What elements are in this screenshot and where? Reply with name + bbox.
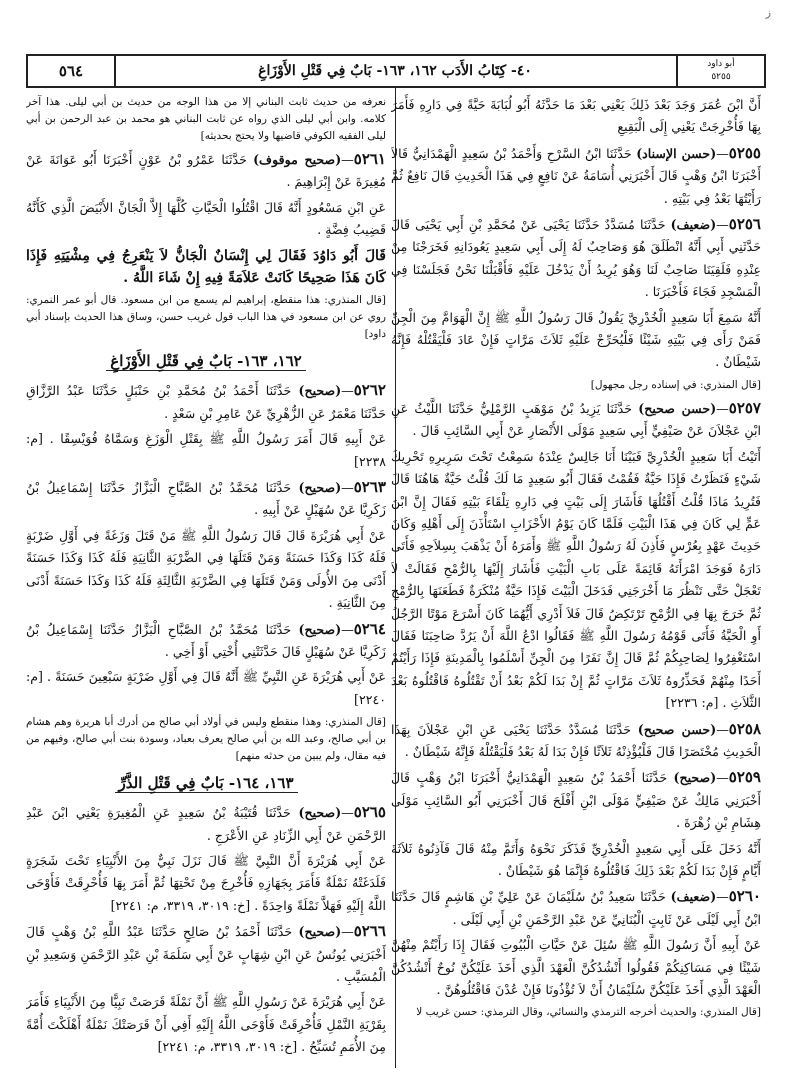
hadith-number: ٥٢٦٤ xyxy=(353,619,386,638)
hadith-grade: (صحيح) xyxy=(298,924,342,940)
commentary-note: [قال المنذري: وهذا منقطع وليس في أولاد أبي صالح من أدرك أبا هريرة وهم هشام بن أبي صالح، وعبد الله بن أبي صالح يعرف بعباد، وسودة بنت أبي صالح، وفيهم من فيه مقال، ولم يبين من حدثه منهم] xyxy=(26,716,386,763)
hadith-number: ٥٢٥٨ xyxy=(728,719,761,738)
hadith-number: ٥٢٥٦ xyxy=(728,215,761,234)
hadith-entry: ٥٢٦٥—(صحيح) حَدَّثَنَا قُتَيْبَةُ بْنُ سَعِيدٍ عَنِ الْمُغِيرَةِ يَعْنِي ابْنَ عَبْدِ الرَّحْمَنِ عَنْ أَبِي الزِّنَادِ عَنِ الأَعْرَجِ . xyxy=(26,803,386,843)
header-author-cell xyxy=(676,56,764,86)
chapter-title: ١٦٣، ١٦٤- بَابٌ فِي قَتْلِ الذَّرِّ xyxy=(115,774,298,793)
hadith-text: حَدَّثَنَا يَزِيدُ بْنُ مَوْهَبٍ الرَّمْلِيُّ حَدَّثَنَا اللَّيْثُ عَنِ ابْنِ عَجْلاَنَ عَنْ صَيْفِيٍّ أَبِي سَعِيدٍ مَوْلَى الأَنْصَارِ عَنْ أَبِي السَّائِبِ قَالَ . xyxy=(391,400,761,439)
hadith-text: حَدَّثَنَا أَحْمَدُ بْنُ مُحَمَّدِ بْنِ حَنْبَلٍ حَدَّثَنَا عَبْدُ الرَّزَّاقِ حَدَّثَنَا مَعْمَرٌ عَنِ الزُّهْرِيِّ عَنْ عَامِرِ بْنِ سَعْدٍ . xyxy=(26,383,386,421)
hadith-matn: عَنْ أَبِي هُرَيْرَةَ عَنِ النَّبِيِّ ﷺ أَنَّهُ قَالَ فِي أَوَّلِ ضَرْبَةٍ سَبْعِينَ حَسَنَةً . [م: ٢٢٤٠] xyxy=(26,669,386,707)
hadith-entry: ٥٢٥٩—(صحيح) حَدَّثَنَا أَحْمَدُ بْنُ سَعِيدٍ الْهَمْدَانِيُّ أَخْبَرَنَا ابْنُ وَهْبٍ قَالَ أَخْبَرَنِي مَالِكٌ عَنْ صَيْفِيٍّ مَوْلَى ابْنِ أَفْلَحَ قَالَ أَخْبَرَنِي أَبُو السَّائِبِ مَوْلَى هِشَامِ بْنِ زُهْرَةَ . xyxy=(391,768,761,831)
hadith-number: ٥٢٦٥ xyxy=(353,803,386,822)
hadith-text: حَدَّثَنَا مُسَدَّدٌ حَدَّثَنَا يَحْيَى عَنْ مُحَمَّدِ بْنِ أَبِي يَحْيَى قَالَ حَدَّثَنِي أَبِي أَنَّهُ انْطَلَقَ هُوَ وَصَاحِبٌ لَهُ إِلَى أَبِي سَعِيدٍ يَعُودَانِهِ فَخَرَجْنَا مِنْ عِنْدِهِ فَلَقِيَنَا صَاحِبٌ لَنَا وَهُوَ يُرِيدُ أَنْ يَدْخُلَ عَلَيْهِ فَأَقْبَلْنَا نَحْنُ فَجَلَسْنَا فِي الْمَسْجِدِ فَجَاءَ فَأَخْبَرَنَا . xyxy=(391,217,761,300)
hadith-text: حَدَّثَنَا سَعِيدُ بْنُ سُلَيْمَانَ عَنْ عَلِيِّ بْنِ هَاشِمٍ قَالَ حَدَّثَنَا ابْنُ أَبِي لَيْلَى عَنْ ثَابِتٍ الْبُنَانِيِّ عَنْ عَبْدِ الرَّحْمَنِ بْنِ أَبِي لَيْلَى . xyxy=(391,889,761,927)
page-number: ٥٦٤ xyxy=(28,56,116,86)
hadith-matn: أَنَّ ابْنَ عُمَرَ وَجَدَ بَعْدَ ذَلِكَ يَعْنِي بَعْدَ مَا حَدَّثَهُ أَبُو لُبَابَةَ حَيَّةً فِي دَارِهِ فَأَمَرَ بِهَا فَأُخْرِجَتْ يَعْنِي إِلَى الْبَقِيعِ xyxy=(391,97,761,135)
hadith-text: حَدَّثَنَا مُحَمَّدُ بْنُ الصَّبَّاحِ الْبَزَّازُ حَدَّثَنَا إِسْمَاعِيلُ بْنُ زَكَرِيَّا عَنْ سُهَيْلٍ عَنْ أَبِيهِ . xyxy=(26,480,386,518)
hadith-matn: عَنْ أَبِي هُرَيْرَةَ قَالَ قَالَ رَسُولُ اللَّهِ ﷺ مَنْ قَتَلَ وَزَغَةً فِي أَوَّلِ ضَرْبَةٍ فَلَهُ كَذَا وَكَذَا حَسَنَةً وَمَنْ قَتَلَهَا فِي الضَّرْبَةِ الثَّانِيَةِ فَلَهُ كَذَا وَكَذَا حَسَنَةً أَدْنَى مِنَ الأُولَى وَمَنْ قَتَلَهَا فِي الضَّرْبَةِ الثَّالِثَةِ فَلَهُ كَذَا وَكَذَا حَسَنَةً أَدْنَى مِنَ الثَّانِيَةِ . xyxy=(26,527,386,611)
header-hadith-number: ٥٢٥٥ xyxy=(711,72,731,82)
commentary-note: [قال المنذري: هذا منقطع، إبراهيم لم يسمع من ابن مسعود. قال أبو عمر النمري: روي عن ابن مسعود في هذا الباب قول غريب حسن، وساق هذا الحديث بإسناد أبي داود] xyxy=(26,294,386,341)
hadith-number: ٥٢٥٩ xyxy=(728,768,761,787)
hadith-entry: ٥٢٥٨—(حسن صحيح) حَدَّثَنَا مُسَدَّدٌ حَدَّثَنَا يَحْيَى عَنِ ابْنِ عَجْلاَنَ بِهَذَا الْحَدِيثِ مُخْتَصَرًا قَالَ فَلْيُؤْذِنْهُ ثَلاَثًا فَإِنْ بَدَا لَهُ بَعْدُ فَلْيَقْتُلْهُ فَإِنَّهُ شَيْطَانٌ . xyxy=(391,719,761,759)
hadith-grade: (حسن صحيح) xyxy=(637,721,717,737)
hadith-grade: (ضعيف) xyxy=(670,889,717,905)
hadith-grade: (صحيح) xyxy=(673,770,717,786)
hadith-number: ٥٢٦٣ xyxy=(353,478,386,497)
chapter-heading xyxy=(26,349,386,373)
hadith-number: ٥٢٥٧ xyxy=(728,398,761,417)
hadith-text: حَدَّثَنَا مُحَمَّدُ بْنُ الصَّبَّاحِ الْبَزَّازُ حَدَّثَنَا إِسْمَاعِيلُ بْنُ زَكَرِيَّا عَنْ سُهَيْلٍ قَالَ حَدَّثَتْنِي أُخْتِي أَوْ أَخِي . xyxy=(26,621,386,659)
header-author: أبو داود xyxy=(707,59,735,69)
hadith-entry: ٥٢٥٥—(حسن الإسناد) حَدَّثَنَا ابْنُ السَّرْحِ وَأَحْمَدُ بْنُ سَعِيدٍ الْهَمْدَانِيُّ قَالاَ أَخْبَرَنَا ابْنُ وَهْبٍ قَالَ أَخْبَرَنِي أُسَامَةُ عَنْ نَافِعٍ فِي هَذَا الْحَدِيثِ قَالَ نَافِعٌ ثُمَّ رَأَيْتُهَا بَعْدُ فِي بَيْتِهِ . xyxy=(391,143,761,206)
hadith-grade: (صحيح) xyxy=(298,621,342,637)
hadith-text: حَدَّثَنَا قُتَيْبَةُ بْنُ سَعِيدٍ عَنِ الْمُغِيرَةِ يَعْنِي ابْنَ عَبْدِ الرَّحْمَنِ عَنْ أَبِي الزِّنَادِ عَنِ الأَعْرَجِ . xyxy=(26,805,386,843)
commentary-note: [قال المنذري: في إسناده رجل مجهول] xyxy=(590,378,761,391)
commentary-note: نعرفه من حديث ثابت البناني إلا من هذا الوجه من حديث بن أبي ليلى. هذا آخر كلامه. وابن أبي ليلى الذي رواه عن ثابت البناني هو محمد بن عبد الرحمن بن أبي ليلى الفقيه الكوفي قاضيها ولا يحتج بحديثه] xyxy=(26,96,386,142)
chapter-heading xyxy=(26,771,386,795)
commentary-note: [قال المنذري: والحديث أخرجه الترمذي والنسائي، وقال الترمذي: حسن غريب لا xyxy=(416,1006,761,1019)
hadith-text: حَدَّثَنَا عَمْرُو بْنُ عَوْنٍ أَخْبَرَنَا أَبُو عَوَانَةَ عَنْ مُغِيرَةَ عَنْ إِبْرَاهِيمَ . xyxy=(26,152,386,190)
hadith-grade: (صحيح) xyxy=(298,480,342,496)
left-column xyxy=(26,94,386,1079)
hadith-grade: (ضعيف) xyxy=(670,217,717,233)
hadith-grade: (حسن الإسناد) xyxy=(636,145,717,161)
hadith-entry: ٥٢٦٢—(صحيح) حَدَّثَنَا أَحْمَدُ بْنُ مُحَمَّدِ بْنِ حَنْبَلٍ حَدَّثَنَا عَبْدُ الرَّزَّاقِ حَدَّثَنَا مَعْمَرٌ عَنِ الزُّهْرِيِّ عَنْ عَامِرِ بْنِ سَعْدٍ . xyxy=(26,381,386,421)
hadith-grade: (حسن صحيح) xyxy=(638,400,717,416)
corner-mark: ز xyxy=(765,6,771,19)
hadith-matn: أَنَّهُ دَخَلَ عَلَى أَبِي سَعِيدٍ الْخُدْرِيِّ فَذَكَرَ نَحْوَهُ وَأَتَمَّ مِنْهُ قَالَ فَآذِنُوهُ ثَلاَثَةَ أَيَّامٍ فَإِنْ بَدَا لَكُمْ بَعْدَ ذَلِكَ فَاقْتُلُوهُ فَإِنَّمَا هُوَ شَيْطَانٌ . xyxy=(391,840,761,878)
hadith-number: ٥٢٦٦ xyxy=(353,922,386,941)
hadith-number: ٥٢٦٢ xyxy=(353,381,386,400)
header-title: ٤٠- كِتَابُ الأَدَب ١٦٢، ١٦٣- بَابٌ فِي قَتْلِ الأَوْزَاغِ xyxy=(258,63,532,79)
hadith-entry: ٥٢٥٧—(حسن صحيح) حَدَّثَنَا يَزِيدُ بْنُ مَوْهَبٍ الرَّمْلِيُّ حَدَّثَنَا اللَّيْثُ عَنِ ابْنِ عَجْلاَنَ عَنْ صَيْفِيٍّ أَبِي سَعِيدٍ مَوْلَى الأَنْصَارِ عَنْ أَبِي السَّائِبِ قَالَ . xyxy=(391,398,761,439)
hadith-grade: (صحيح موقوف) xyxy=(253,152,342,167)
hadith-text: حَدَّثَنَا أَحْمَدُ بْنُ صَالِحٍ حَدَّثَنَا عَبْدُ اللَّهِ بْنُ وَهْبٍ قَالَ أَخْبَرَنِي يُونُسُ عَنِ ابْنِ شِهَابٍ عَنْ أَبِي سَلَمَةَ بْنِ عَبْدِ الرَّحْمَنِ وَسَعِيدِ بْنِ الْمُسَيَّبِ . xyxy=(26,924,386,984)
hadith-grade: (صحيح) xyxy=(298,805,342,821)
hadith-entry: ٥٢٦٤—(صحيح) حَدَّثَنَا مُحَمَّدُ بْنُ الصَّبَّاحِ الْبَزَّازُ حَدَّثَنَا إِسْمَاعِيلُ بْنُ زَكَرِيَّا عَنْ سُهَيْلٍ قَالَ حَدَّثَتْنِي أُخْتِي أَوْ أَخِي . xyxy=(26,619,386,659)
hadith-entry: ٥٢٥٦—(ضعيف) حَدَّثَنَا مُسَدَّدٌ حَدَّثَنَا يَحْيَى عَنْ مُحَمَّدِ بْنِ أَبِي يَحْيَى قَالَ حَدَّثَنِي أَبِي أَنَّهُ انْطَلَقَ هُوَ وَصَاحِبٌ لَهُ إِلَى أَبِي سَعِيدٍ يَعُودَانِهِ فَخَرَجْنَا مِنْ عِنْدِهِ فَلَقِيَنَا صَاحِبٌ لَنَا وَهُوَ يُرِيدُ أَنْ يَدْخُلَ عَلَيْهِ فَأَقْبَلْنَا نَحْنُ فَجَلَسْنَا فِي الْمَسْجِدِ فَجَاءَ فَأَخْبَرَنَا . xyxy=(391,215,761,300)
hadith-text: حَدَّثَنَا ابْنُ السَّرْحِ وَأَحْمَدُ بْنُ سَعِيدٍ الْهَمْدَانِيُّ قَالاَ أَخْبَرَنَا ابْنُ وَهْبٍ قَالَ أَخْبَرَنِي أُسَامَةُ عَنْ نَافِعٍ فِي هَذَا الْحَدِيثِ قَالَ نَافِعٌ ثُمَّ رَأَيْتُهَا بَعْدُ فِي بَيْتِهِ . xyxy=(391,145,761,206)
hadith-matn: عَنْ أَبِي هُرَيْرَةَ أَنَّ النَّبِيَّ ﷺ قَالَ نَزَلَ نَبِيٌّ مِنَ الأَنْبِيَاءِ تَحْتَ شَجَرَةٍ فَلَدَغَتْهُ نَمْلَةٌ فَأَمَرَ بِجَهَازِهِ فَأُخْرِجَ مِنْ تَحْتِهَا ثُمَّ أَمَرَ بِهَا فَأُحْرِقَتْ فَأَوْحَى اللَّهُ إِلَيْهِ فَهَلاَّ نَمْلَةً وَاحِدَةً . [خ: ٣٠١٩، ٣٣١٩، م: ٢٢٤١] xyxy=(26,852,386,913)
hadith-entry: ٥٢٦٣—(صحيح) حَدَّثَنَا مُحَمَّدُ بْنُ الصَّبَّاحِ الْبَزَّازُ حَدَّثَنَا إِسْمَاعِيلُ بْنُ زَكَرِيَّا عَنْ سُهَيْلٍ عَنْ أَبِيهِ . xyxy=(26,478,386,518)
hadith-matn: أَنَّهُ سَمِعَ أَبَا سَعِيدٍ الْخُدْرِيَّ يَقُولُ قَالَ رَسُولُ اللَّهِ ﷺ إِنَّ الْهَوَامَّ مِنَ الْجِنِّ فَمَنْ رَأَى فِي بَيْتِهِ شَيْئًا فَلْيُحَرِّجْ عَلَيْهِ ثَلاَثَ مَرَّاتٍ فَإِنْ عَادَ فَلْيَقْتُلْهُ فَإِنَّهُ شَيْطَانٌ . xyxy=(391,309,761,370)
running-header xyxy=(26,54,766,88)
hadith-number: ٥٢٥٥ xyxy=(728,143,761,162)
hadith-number: ٥٢٦٠ xyxy=(728,887,761,906)
author-remark: قَالَ أَبُو دَاوُدَ فَقَالَ لِي إِنْسَانٌ الْجَانُّ لاَ يَنْعَرِجُ فِي مِشْيَتِهِ فَإِذَا كَانَ هَذَا صَحِيحًا كَانَتْ عَلاَمَةً فِيهِ إِنْ شَاءَ اللَّهُ . xyxy=(26,247,386,287)
hadith-matn: عَنْ أَبِيهِ قَالَ أَمَرَ رَسُولُ اللَّهِ ﷺ بِقَتْلِ الْوَزَغِ وَسَمَّاهُ فُوَيْسِقًا . [م: ٢٢٣٨] xyxy=(26,431,386,469)
hadith-entry: ٥٢٦١—(صحيح موقوف) حَدَّثَنَا عَمْرُو بْنُ عَوْنٍ أَخْبَرَنَا أَبُو عَوَانَةَ عَنْ مُغِيرَةَ عَنْ إِبْرَاهِيمَ . xyxy=(26,150,386,190)
hadith-entry: ٥٢٦٦—(صحيح) حَدَّثَنَا أَحْمَدُ بْنُ صَالِحٍ حَدَّثَنَا عَبْدُ اللَّهِ بْنُ وَهْبٍ قَالَ أَخْبَرَنِي يُونُسُ عَنِ ابْنِ شِهَابٍ عَنْ أَبِي سَلَمَةَ بْنِ عَبْدِ الرَّحْمَنِ وَسَعِيدِ بْنِ الْمُسَيَّبِ . xyxy=(26,922,386,984)
hadith-number: ٥٢٦١ xyxy=(353,150,386,168)
hadith-text: حَدَّثَنَا أَحْمَدُ بْنُ سَعِيدٍ الْهَمْدَانِيُّ أَخْبَرَنَا ابْنُ وَهْبٍ قَالَ أَخْبَرَنِي مَالِكٌ عَنْ صَيْفِيٍّ مَوْلَى ابْنِ أَفْلَحَ قَالَ أَخْبَرَنِي أَبُو السَّائِبِ مَوْلَى هِشَامِ بْنِ زُهْرَةَ . xyxy=(391,770,761,831)
right-column xyxy=(391,94,761,1079)
hadith-matn: عَنْ أَبِي هُرَيْرَةَ عَنْ رَسُولِ اللَّهِ ﷺ أَنَّ نَمْلَةً قَرَصَتْ نَبِيًّا مِنَ الأَنْبِيَاءِ فَأَمَرَ بِقَرْيَةِ النَّمْلِ فَأُحْرِقَتْ فَأَوْحَى اللَّهُ إِلَيْهِ أَفِي أَنْ قَرَصَتْكَ نَمْلَةٌ أَهْلَكْتَ أُمَّةً مِنَ الأُمَمِ تُسَبِّحُ . [خ: ٣٠١٩، ٣٣١٩، م: ٢٢٤١] xyxy=(26,994,386,1055)
hadith-text: حَدَّثَنَا مُسَدَّدٌ حَدَّثَنَا يَحْيَى عَنِ ابْنِ عَجْلاَنَ بِهَذَا الْحَدِيثِ مُخْتَصَرًا قَالَ فَلْيُؤْذِنْهُ ثَلاَثًا فَإِنْ بَدَا لَهُ بَعْدُ فَلْيَقْتُلْهُ فَإِنَّهُ شَيْطَانٌ . xyxy=(391,721,761,759)
hadith-entry: ٥٢٦٠—(ضعيف) حَدَّثَنَا سَعِيدُ بْنُ سُلَيْمَانَ عَنْ عَلِيِّ بْنِ هَاشِمٍ قَالَ حَدَّثَنَا ابْنُ أَبِي لَيْلَى عَنْ ثَابِتٍ الْبُنَانِيِّ عَنْ عَبْدِ الرَّحْمَنِ بْنِ أَبِي لَيْلَى . xyxy=(391,887,761,927)
hadith-grade: (صحيح) xyxy=(298,383,342,399)
hadith-matn: عَنِ ابْنِ مَسْعُودٍ أَنَّهُ قَالَ اقْتُلُوا الْحَيَّاتِ كُلَّهَا إِلاَّ الْجَانَّ الأَبْيَضَ الَّذِي كَأَنَّهُ قَضِيبُ فِضَّةٍ . xyxy=(26,199,386,238)
hadith-matn: أَتَيْتُ أَبَا سَعِيدٍ الْخُدْرِيَّ فَبَيْنَا أَنَا جَالِسٌ عِنْدَهُ سَمِعْتُ تَحْتَ سَرِيرِهِ تَحْرِيكَ شَيْءٍ فَنَظَرْتُ فَإِذَا حَيَّةٌ فَقُمْتُ فَقَالَ أَبُو سَعِيدٍ مَا لَكَ قُلْتُ حَيَّةٌ هَاهُنَا قَالَ فَتُرِيدُ مَاذَا قُلْتُ أَقْتُلُهَا فَأَشَارَ إِلَى بَيْتٍ فِي دَارِهِ تِلْقَاءَ بَيْتِهِ فَقَالَ إِنَّ ابْنَ عَمٍّ لِي كَانَ فِي هَذَا الْبَيْتِ فَلَمَّا كَانَ يَوْمُ الأَحْزَابِ اسْتَأْذَنَ إِلَى أَهْلِهِ وَكَانَ حَدِيثَ عَهْدٍ بِعُرْسٍ فَأَذِنَ لَهُ رَسُولُ اللَّهِ ﷺ وَأَمَرَهُ أَنْ يَذْهَبَ بِسِلاَحِهِ فَأَتَى دَارَهُ فَوَجَدَ امْرَأَتَهُ قَائِمَةً عَلَى بَابِ الْبَيْتِ فَأَشَارَ إِلَيْهَا بِالرُّمْحِ فَقَالَتْ لاَ تَعْجَلْ حَتَّى تَنْظُرَ مَا أَخْرَجَنِي فَدَخَلَ الْبَيْتَ فَإِذَا حَيَّةٌ مُنْكَرَةٌ فَطَعَنَهَا بِالرُّمْحِ ثُمَّ خَرَجَ بِهَا فِي الرُّمْحِ تَرْتَكِضُ قَالَ فَلاَ أَدْرِي أَيُّهُمَا كَانَ أَسْرَعَ مَوْتًا الرَّجُلُ أَوِ الْحَيَّةُ فَأَتَى قَوْمُهُ رَسُولَ اللَّهِ ﷺ فَقَالُوا ادْعُ اللَّهَ أَنْ يَرُدَّ صَاحِبَنَا فَقَالَ اسْتَغْفِرُوا لِصَاحِبِكُمْ ثُمَّ قَالَ إِنَّ نَفَرًا مِنَ الْجِنِّ أَسْلَمُوا بِالْمَدِينَةِ فَإِذَا رَأَيْتُمْ أَحَدًا مِنْهُمْ فَحَذِّرُوهُ ثَلاَثَ مَرَّاتٍ ثُمَّ إِنْ بَدَا لَكُمْ بَعْدُ أَنْ تَقْتُلُوهُ فَاقْتُلُوهُ بَعْدَ الثَّلاَثِ . [م: ٢٢٣٦] xyxy=(391,448,761,711)
chapter-title: ١٦٢، ١٦٣- بَابٌ فِي قَتْلِ الأَوْزَاغِ xyxy=(106,352,305,371)
hadith-matn: عَنْ أَبِيهِ أَنَّ رَسُولَ اللَّهِ ﷺ سُئِلَ عَنْ حَيَّاتِ الْبُيُوتِ فَقَالَ إِذَا رَأَيْتُمْ مِنْهُنَّ شَيْئًا فِي مَسَاكِنِكُمْ فَقُولُوا أَنْشُدُكُنَّ الْعَهْدَ الَّذِي أَخَذَ عَلَيْكُنَّ نُوحٌ أَنْشُدُكُنَّ الْعَهْدَ الَّذِي أَخَذَ عَلَيْكُنَّ سُلَيْمَانُ أَنْ لاَ تُؤْذُونَا فَإِنْ عُدْنَ فَاقْتُلُوهُنَّ . xyxy=(391,937,761,998)
